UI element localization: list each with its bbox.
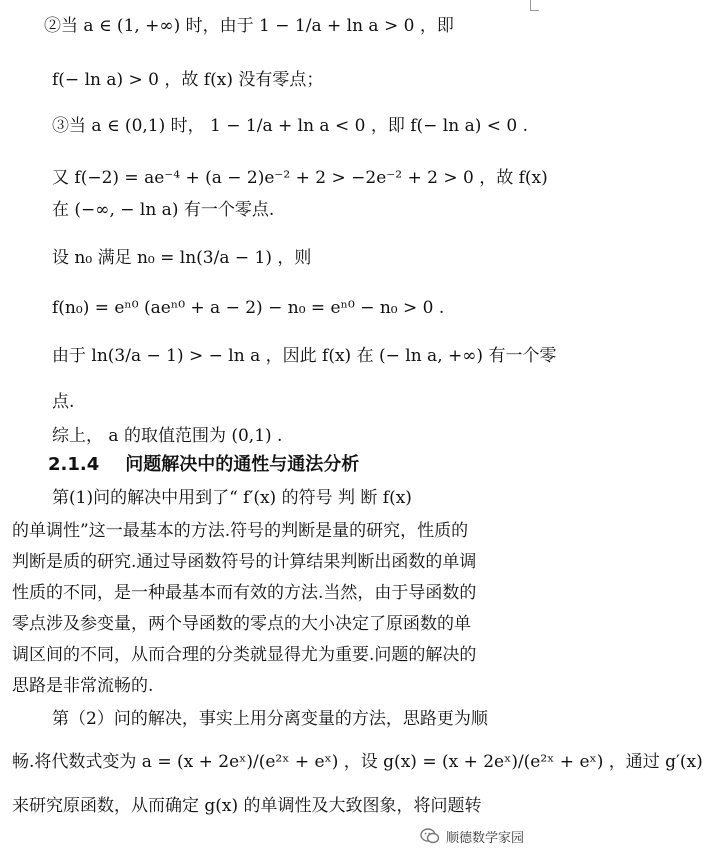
- section-heading: [48, 452, 359, 478]
- section-number: 2.1.4: [48, 454, 100, 475]
- para1-line-4: 性质的不同，是一种最基本而有效的方法.当然，由于导函数的: [12, 583, 477, 603]
- para1-line-6: 调区间的不同，从而合理的分类就显得尤为重要.问题的解决的: [12, 645, 477, 665]
- page-corner-mark: [530, 0, 539, 11]
- line-5: 在 (−∞, − ln a) 有一个零点.: [52, 200, 275, 220]
- watermark-text: 顺德数学家园: [446, 830, 525, 846]
- para2-line-1: 第（2）问的解决，事实上用分离变量的方法，思路更为顺: [52, 709, 488, 729]
- para1-line-5: 零点涉及参变量，两个导函数的零点的大小决定了原函数的单: [12, 614, 471, 634]
- line-4: 又 f(−2) = ae⁻⁴ + (a − 2)e⁻² + 2 > −2e⁻² + 2 > 0 ，故 f(x): [52, 168, 548, 188]
- line-2: f(− ln a) > 0 ，故 f(x) 没有零点；: [52, 70, 324, 90]
- line-3: ③当 a ∈ (0,1) 时， 1 − 1/a + ln a < 0 ，即 f(− ln a) < 0 .: [52, 116, 529, 136]
- para1-line-2: 的单调性”这一最基本的方法.符号的判断是量的研究，性质的: [12, 521, 469, 541]
- watermark: [420, 824, 538, 848]
- para1-line-3: 判断是质的研究.通过导函数符号的计算结果判断出函数的单调: [12, 552, 477, 572]
- para2-line-2: 畅.将代数式变为 a = (x + 2eˣ)/(e²ˣ + eˣ) ，设 g(x) = (x + 2eˣ)/(e²ˣ + eˣ) ，通过 g′(x): [12, 752, 703, 772]
- wechat-icon: [420, 827, 440, 845]
- line-8: 由于 ln(3/a − 1) > − ln a ，因此 f(x) 在 (− ln a, +∞) 有一个零: [52, 346, 557, 366]
- para2-line-3: 来研究原函数，从而确定 g(x) 的单调性及大致图象，将问题转: [12, 796, 482, 816]
- section-title: 问题解决中的通性与通法分析: [125, 454, 360, 475]
- line-9: 点.: [52, 392, 75, 412]
- para1-line-1: 第(1)问的解决中用到了“ f′(x) 的符号 判 断 f(x): [52, 488, 412, 508]
- para1-line-7: 思路是非常流畅的.: [12, 676, 154, 696]
- line-6: 设 n₀ 满足 n₀ = ln(3/a − 1) ，则: [52, 248, 312, 268]
- line-10: 综上， a 的取值范围为 (0,1) .: [52, 426, 283, 446]
- line-7: f(n₀) = eⁿ⁰ (aeⁿ⁰ + a − 2) − n₀ = eⁿ⁰ − n₀ > 0 .: [52, 298, 445, 318]
- line-1: ②当 a ∈ (1, +∞) 时，由于 1 − 1/a + ln a > 0 ，即: [44, 16, 454, 36]
